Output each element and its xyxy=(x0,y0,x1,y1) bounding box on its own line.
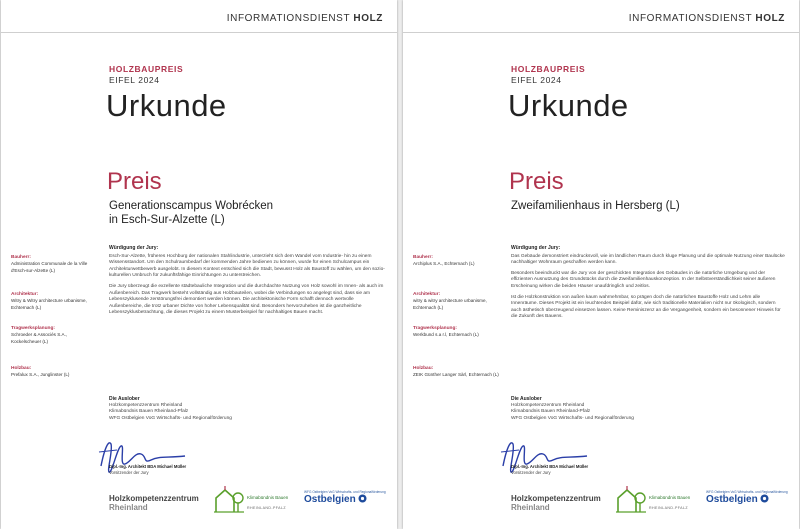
auslober-item: Klimabündnis Bauen Rheinland-Pfalz xyxy=(511,409,591,415)
klima-logo-line2: RHEINLAND-PFALZ xyxy=(649,506,688,510)
sidebar-label: Bauherr: xyxy=(11,255,31,260)
sidebar-value: Archiplus S.A., Echternach (L) xyxy=(413,261,475,267)
header-prefix: INFORMATIONSDIENST xyxy=(628,13,752,24)
certificate-title: Urkunde xyxy=(106,88,227,123)
ostbelgien-logo xyxy=(706,490,788,505)
project-line-1: Zweifamilienhaus in Hersberg (L) xyxy=(511,200,680,212)
sidebar-label: Tragwerksplanung: xyxy=(413,326,457,331)
certificate-page xyxy=(403,0,799,529)
wfg-logo-big xyxy=(706,494,788,505)
header-brand: HOLZ xyxy=(353,13,383,24)
header-divider xyxy=(1,32,397,33)
house-tree-icon xyxy=(213,484,245,514)
signer-block xyxy=(109,464,289,476)
hkz-logo-line2: Rheinland xyxy=(109,503,148,512)
certificate-page xyxy=(1,0,397,529)
hkz-logo-line2: Rheinland xyxy=(511,503,550,512)
sidebar-label: Architektur: xyxy=(11,292,39,297)
auslober-heading: Die Auslober xyxy=(511,396,542,402)
auslober-item: Holzkompetenzzentrum Rheinland xyxy=(511,402,585,408)
jury-paragraph: Ist die Holzkonstruktion von außen kaum wahrnehmbar, so prägen doch die natürlichen Baustoffe Holz und Lehm alle Innenräume. Dieses Projekt ist ein leuchtendes Beispiel dafür, wie sich traditionelle Materialien nicht nur ökologisch, sondern auch ästhetisch überzeugend einsetzen lassen. Keine Reminiszenz an die Vergangenheit, sondern ein besonnener Hinweis für die Zukunft des Bauens. xyxy=(511,294,781,320)
sidebar-value: ZEIK Günther Langer Sàrl, Echternach (L) xyxy=(413,372,499,378)
publisher-header xyxy=(629,13,785,24)
auslober-item: WFG Ostbelgien VoG Wirtschafts- und Regionalförderung xyxy=(511,415,634,421)
sidebar-value: Administration Communale de la Ville d'Esch-sur-Alzette (L) xyxy=(11,261,88,273)
publisher-header xyxy=(227,13,383,24)
sidebar-architektur xyxy=(413,292,499,311)
sidebar-holzbau xyxy=(11,366,97,379)
house-tree-icon xyxy=(615,484,647,514)
header-brand: HOLZ xyxy=(755,13,785,24)
year-label: EIFEL 2024 xyxy=(109,75,160,85)
signer-name: Dipl.-Ing. Architekt BDA Michael Müller xyxy=(109,464,187,469)
sidebar-value: Werkbund s.a r.l, Echternach (L) xyxy=(413,332,479,338)
auslober-block xyxy=(109,396,369,422)
wfg-logo-small: WFG Ostbelgien VoG Wirtschafts- und Regionalförderung xyxy=(706,490,788,494)
sidebar-label: Bauherr: xyxy=(413,255,433,260)
sidebar-value: witry & witry architecture urbanisme, Echternach (L) xyxy=(413,298,487,310)
project-name xyxy=(511,199,791,213)
jury-paragraph: Die Jury überzeugt die exzellente städtebauliche Integration und die durchdachte Nutzung von Holz sowohl im Innen- als auch im Außenbereich. Das Tragwerk besteht vollständig aus Holzbauteilen, wobei die Verbindungen so angelegt sind, dass sie am Lebenszyklusende zerstörungsfrei demontiert werden können. Die architektonische Form schafft dennoch wertvolle Außenbereiche, die trotz urbaner Dichte von hoher Lebensqualität sind. Besonders hervorzuheben ist die ganzheitliche Lebenszyklusbetrachtung, die dieses Projekt zu einem Musterbeispiel für nachhaltiges Bauen macht. xyxy=(109,283,384,316)
ostbelgien-mark-icon xyxy=(358,494,367,503)
jury-paragraph: Besonders beeindruckt war die Jury von der geschickten Integration des Gebäudes in die natürliche Umgebung und der effizienten Ausnutzung des Grundstücks durch die Zweifamilienhauskonzeption. In der Selbstverständlichkeit seiner äußeren Erscheinung wirken die beiden Häuser unaufdringlich und zeitlos. xyxy=(511,270,776,289)
klima-logo-line1: Klimabündnis Bauen xyxy=(649,495,691,500)
hkz-logo xyxy=(109,494,199,512)
jury-statement xyxy=(511,245,787,325)
jury-heading: Würdigung der Jury: xyxy=(511,245,561,251)
klimabuendnis-logo xyxy=(615,484,697,514)
sidebar-label: Architektur: xyxy=(413,292,441,297)
hkz-logo xyxy=(511,494,601,512)
sidebar-label: Holzbau: xyxy=(413,366,434,371)
sidebar-holzbau xyxy=(413,366,499,379)
wfg-logo-text: Ostbelgien xyxy=(304,494,356,505)
award-title: Preis xyxy=(509,168,564,195)
jury-paragraph: Esch-Sur-Alzette, früheres Hochburg der nationalen Stahlindustrie, unterzieht sich dem Wandel vom Industrie- hin zu einem Wissensstandort. Um den Schulraumbedarf der kommenden Jahre bedienen zu können, wurde für einen Schulcampus ein Architekturwettbewerb ausgelobt. In diesem Kontext entschied sich die Stadt, bewusst Holz als Baustoff zu wählen, um den soziokulturellen Umbruch für zukunftsfähige Einrichtungen zu unterstreichen. xyxy=(109,253,385,279)
signer-block xyxy=(511,464,691,476)
signer-name: Dipl.-Ing. Architekt BDA Michael Müller xyxy=(511,464,589,469)
jury-paragraph: Das Gebäude demonstriert eindrucksvoll, wie im ländlichen Raum durch kluge Planung und die optimale Nutzung einer Baulücke nachhaltiger Wohnraum geschaffen werden kann. xyxy=(511,253,785,266)
hkz-logo-line1: Holzkompetenzzentrum xyxy=(511,494,601,503)
auslober-heading: Die Auslober xyxy=(109,396,140,402)
jury-statement xyxy=(109,245,385,321)
sidebar-bauherr xyxy=(413,255,499,268)
sidebar-label: Holzbau: xyxy=(11,366,32,371)
project-name xyxy=(109,199,389,227)
sidebar-architektur xyxy=(11,292,97,311)
wfg-logo-text: Ostbelgien xyxy=(706,494,758,505)
sidebar-value: Prefalux S.A., Junglinster (L) xyxy=(11,372,70,378)
klima-logo-line2: RHEINLAND-PFALZ xyxy=(247,506,286,510)
header-prefix: INFORMATIONSDIENST xyxy=(226,13,350,24)
year-label: EIFEL 2024 xyxy=(511,75,562,85)
prize-label: HOLZBAUPREIS xyxy=(109,64,184,74)
sidebar-bauherr xyxy=(11,255,97,274)
wfg-logo-big xyxy=(304,494,386,505)
award-title: Preis xyxy=(107,168,162,195)
ostbelgien-mark-icon xyxy=(760,494,769,503)
auslober-item: Holzkompetenzzentrum Rheinland xyxy=(109,402,183,408)
jury-paragraphs xyxy=(109,254,385,317)
jury-heading: Würdigung der Jury: xyxy=(109,245,159,251)
wfg-logo-small: WFG Ostbelgien VoG Wirtschafts- und Regionalförderung xyxy=(304,490,386,494)
prize-label: HOLZBAUPREIS xyxy=(511,64,586,74)
sidebar-label: Tragwerksplanung: xyxy=(11,326,55,331)
signer-role: Vorsitzender der Jury xyxy=(511,470,551,475)
certificate-title: Urkunde xyxy=(508,88,629,123)
sidebar-value: Witry & Witry architecture urbanisme, Echternach (L) xyxy=(11,298,87,310)
auslober-item: Klimabündnis Bauen Rheinland-Pfalz xyxy=(109,409,189,415)
auslober-block xyxy=(511,396,771,422)
jury-paragraphs xyxy=(511,254,787,321)
auslober-item: WFG Ostbelgien VoG Wirtschafts- und Regionalförderung xyxy=(109,415,232,421)
ostbelgien-logo xyxy=(304,490,386,505)
klima-logo-line1: Klimabündnis Bauen xyxy=(247,495,289,500)
project-line-2: in Esch-Sur-Alzette (L) xyxy=(109,214,225,226)
klimabuendnis-logo xyxy=(213,484,295,514)
signer-role: Vorsitzender der Jury xyxy=(109,470,149,475)
hkz-logo-line1: Holzkompetenzzentrum xyxy=(109,494,199,503)
sidebar-tragwerksplanung xyxy=(413,326,499,339)
sidebar-value: Schroeder & Associés S.A., Kockelscheuer (L) xyxy=(11,332,68,344)
sidebar-tragwerksplanung xyxy=(11,326,97,345)
header-divider xyxy=(403,32,799,33)
project-line-1: Generationscampus Wobrécken xyxy=(109,200,274,212)
